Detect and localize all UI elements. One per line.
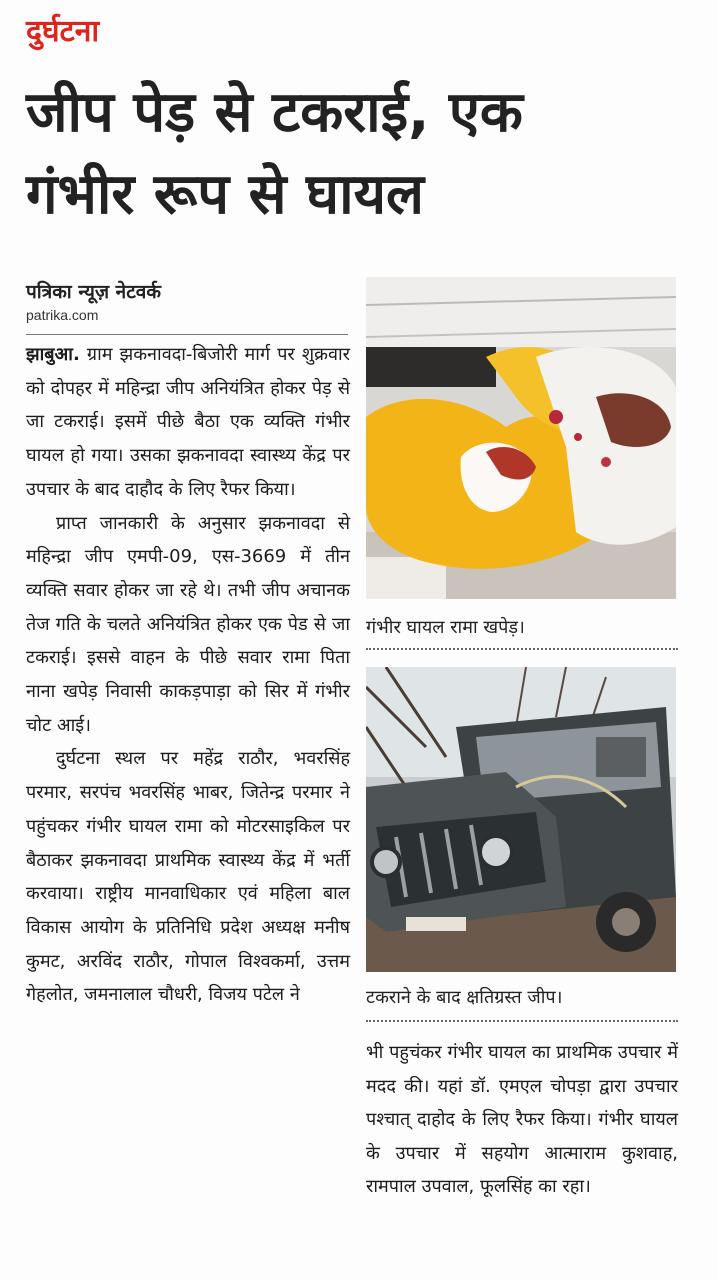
headline [26,72,696,236]
section-label: दुर्घटना [26,14,100,49]
article-paragraph-3: दुर्घटना स्थल पर महेंद्र राठौर, भवरसिंह परमार, सरपंच भवरसिंह भाबर, जितेन्द्र परमार ने पहुंचकर गंभीर घायल रामा को मोटरसाइकिल पर बैठाकर झकनावदा प्राथमिक स्वास्थ्य केंद्र में भर्ती करवाया। राष्ट्रीय मानवाधिकार एवं महिला बाल विकास आयोग के प्रतिनिधि प्रदेश अध्यक्ष मनीष कुमट, अरविंद राठौर, गोपाल विश्वकर्मा, उत्तम गेहलोत, जमनालाल चौधरी, विजय पटेल ने [26,748,350,1006]
byline-name: पत्रिका न्यूज़ नेटवर्क [26,281,161,303]
paragraph-1-text: ग्राम झकनावदा-बिजोरी मार्ग पर शुक्रवार को दोपहर में महिन्द्रा जीप अनियंत्रित होकर पेड़ से जा टकराई। इसमें पीछे बैठा एक व्यक्ति गंभीर घायल हो गया। उसका झकनावदा स्वास्थ्य केंद्र पर उपचार के बाद दाहौद के लिए रैफर किया। [26,344,350,500]
photo-caption-1: गंभीर घायल रामा खपेड़। [366,617,525,638]
byline-site: patrika.com [26,307,99,323]
article-paragraph-1 [26,338,350,507]
photo-damaged-jeep-image [366,667,676,972]
photo-damaged-jeep [366,667,676,972]
photo-injured-man-image [366,277,676,599]
photo-caption-2: टकराने के बाद क्षतिग्रस्त जीप। [366,987,563,1008]
byline [26,278,346,324]
article-paragraph-4: भी पहुचंकर गंभीर घायल का प्राथमिक उपचार में मदद की। यहां डॉ. एमएल चोपड़ा द्वारा उपचार पश्चात् दाहोद के लिए रैफर किया। गंभीर घायल के उपचार में सहयोग आत्माराम कुशवाह, रामपाल उपवाल, फूलसिंह का रहा। [366,1042,678,1197]
article-paragraph-2: प्राप्त जानकारी के अनुसार झकनावदा से महिन्द्रा जीप एमपी-09, एस-3669 में तीन व्यक्ति सवार होकर जा रहे थे। तभी जीप अचानक तेज गति के चलते अनियंत्रित होकर एक पेड से जा टकराई। इससे वाहन के पीछे सवार रामा पिता नाना खपेड़ निवासी काकड़पाड़ा को सिर में गंभीर चोट आई। [26,512,350,736]
dateline: झाबुआ. [26,344,80,365]
photo-injured-man [366,277,676,599]
caption-divider-2 [366,1020,678,1022]
caption-divider-1 [366,648,678,650]
byline-divider [26,334,348,335]
headline-line-1: जीप पेड़ से टकराई, एक [26,80,523,145]
article-column-left [26,338,350,1012]
headline-line-2: गंभीर रूप से घायल [26,162,425,227]
article-column-right [366,1036,678,1204]
